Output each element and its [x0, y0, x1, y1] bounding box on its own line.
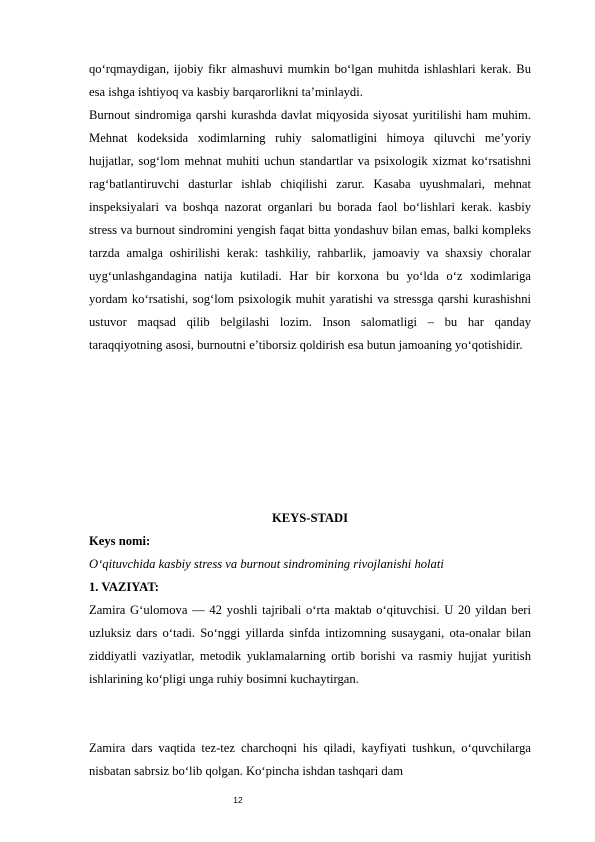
page-number: 12 — [233, 795, 243, 805]
body-paragraph: Zamira G‘ulomova — 42 yoshli tajribali o‘rta maktab o‘qituvchisi. U 20 yildan beri uzluksiz dars o‘tadi. So‘nggi yillarda sinfda intizomning susaygani, ota-onalar bilan ziddiyatli vaziyatlar, metodik yuklamalarning ortib borishi va rasmiy hujjat yuritish ishlarining ko‘pligi unga ruhiy bosimni kuchaytirgan. — [89, 603, 531, 686]
case-title: O‘qituvchida kasbiy stress va burnout sindromining rivojlanishi holati — [89, 557, 444, 571]
body-paragraph: qo‘rqmaydigan, ijobiy fikr almashuvi mumkin bo‘lgan muhitda ishlashlari kerak. Bu esa ishga ishtiyoq va kasbiy barqarorlikni ta’minlaydi. — [89, 62, 531, 99]
body-paragraph: Burnout sindromiga qarshi kurashda davlat miqyosida siyosat yuritilishi ham muhim. Mehnat kodeksida xodimlarning ruhiy salomatligini himoya qiluvchi me’yoriy hujjatlar, sog‘lom mehnat muhiti uchun standartlar va psixologik xizmat ko‘rsatishni rag‘batlantiruvchi dasturlar ishlab chiqilishi zarur. Kasaba uyushmalari, mehnat inspeksiyalari va boshqa nazorat organlari bu borada faol bo‘lishlari kerak. kasbiy stress va burnout sindromini yengish faqat bitta yondashuv bilan emas, balki kompleks tarzda amalga oshirilishi kerak: tashkiliy, rahbarlik, jamoaviy va shaxsiy choralar uyg‘unlashgandagina natija kutiladi. Har bir korxona bu yo‘lda o‘z xodimlariga yordam ko‘rsatishi, sog‘lom psixologik muhit yaratishi va stressga qarshi kurashishni ustuvor maqsad qilib belgilashi lozim. Inson salomatligi – bu har qanday taraqqiyotning asosi, burnoutni e’tiborsiz qoldirish esa butun jamoaning yo‘qotishidir. — [89, 108, 531, 352]
case-name-label: Keys nomi: — [89, 534, 151, 548]
body-paragraph: Zamira dars vaqtida tez-tez charchoqni his qiladi, kayfiyati tushkun, o‘quvchilarga nisbatan sabrsiz bo‘lib qolgan. Ko‘pincha ishdan tashqari dam — [89, 741, 531, 778]
situation-heading: 1. VAZIYAT: — [89, 580, 159, 594]
case-study-heading: KEYS-STADI — [271, 511, 349, 525]
